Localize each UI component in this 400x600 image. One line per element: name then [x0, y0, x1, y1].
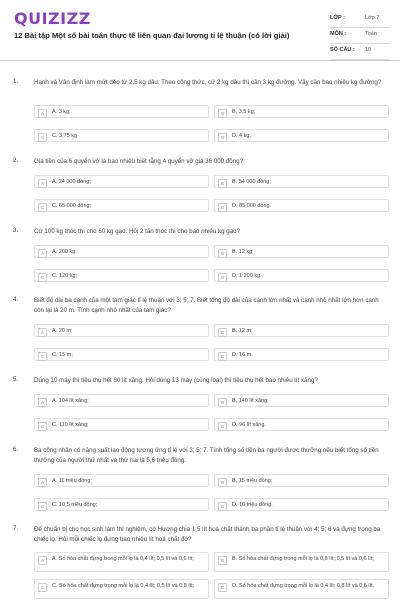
option-d[interactable]	[214, 418, 389, 431]
option-letter-d: D	[218, 502, 227, 511]
option-letter-c: C	[38, 502, 47, 511]
option-c[interactable]	[34, 418, 209, 431]
option-text: D. 16 m.	[232, 352, 253, 358]
option-letter-c: C	[38, 273, 47, 282]
option-letter-a: A	[38, 328, 47, 337]
option-text: A. 20 m;	[52, 328, 73, 334]
option-c[interactable]	[34, 199, 209, 212]
meta-row-grade	[330, 12, 390, 28]
option-letter-c: C	[38, 583, 47, 592]
option-letter-b: B	[218, 249, 227, 258]
question-text: Hạnh và Vân định làm mứt dẻo từ 2,5 kg dâu. Theo công thức, cứ 2 kg dâu thì cần 3 kg đường. Vậy cần bao nhiêu kg đường?	[34, 79, 382, 86]
option-text: D. 85 000 đồng.	[232, 203, 272, 209]
option-a[interactable]	[34, 324, 209, 337]
option-text: A. 3 kg;	[52, 109, 71, 115]
option-d[interactable]	[214, 498, 389, 511]
option-letter-d: D	[218, 273, 227, 282]
option-text: A. Số hóa chất đựng trong mỗi lọ là 0,4 lít; 0,5 lít và 0,6 lít;	[52, 556, 194, 562]
option-letter-a: A	[38, 398, 47, 407]
option-b[interactable]	[214, 105, 389, 118]
question-text: Giá tiền của 6 quyển vở là bao nhiêu biết rằng 4 quyển vở giá 36 000 đồng?	[34, 158, 244, 165]
option-letter-d: D	[218, 203, 227, 212]
meta-label-count: SỐ CÂU :	[330, 47, 355, 53]
meta-value-grade: Lớp 7	[365, 15, 380, 21]
question-number: 3.	[13, 227, 19, 234]
option-letter-d: D	[218, 422, 227, 431]
option-letter-a: A	[38, 478, 47, 487]
option-b[interactable]	[214, 324, 389, 337]
meta-row-subject	[330, 28, 390, 44]
option-text: B. 54 000 đồng;	[232, 179, 271, 185]
option-letter-b: B	[218, 179, 227, 188]
option-a[interactable]	[34, 552, 209, 572]
option-letter-a: A	[38, 179, 47, 188]
option-text: D. 1 200 kg.	[232, 273, 262, 279]
option-text: C. 15 m;	[52, 352, 73, 358]
option-letter-b: B	[218, 478, 227, 487]
option-c[interactable]	[34, 579, 209, 599]
option-text: D. Số hóa chất đựng trong mỗi lọ là 0,4 lít; 0,8 lít và 0,6 lít.	[232, 583, 375, 589]
worksheet-meta	[330, 12, 390, 60]
option-text: B. 12 kg;	[232, 249, 254, 255]
option-d[interactable]	[214, 269, 389, 282]
option-a[interactable]	[34, 394, 209, 407]
option-b[interactable]	[214, 175, 389, 188]
option-a[interactable]	[34, 175, 209, 188]
option-letter-a: A	[38, 556, 47, 565]
worksheet-header	[0, 0, 400, 61]
meta-value-count: 10	[365, 47, 372, 53]
option-letter-d: D	[218, 133, 227, 142]
question-number: 7.	[13, 525, 19, 532]
meta-label-grade: LỚP :	[330, 15, 345, 21]
option-d[interactable]	[214, 129, 389, 142]
option-b[interactable]	[214, 394, 389, 407]
meta-label-subject: MÔN :	[330, 31, 347, 37]
option-text: A. 200 kg;	[52, 249, 77, 255]
option-b[interactable]	[214, 552, 389, 572]
quizizz-logo[interactable]: QUIZIZZ	[14, 9, 91, 28]
option-text: A. 104 lít xăng;	[52, 398, 89, 404]
question-number: 1.	[13, 78, 19, 85]
option-letter-a: A	[38, 109, 47, 118]
option-text: D. 96 lít xăng.	[232, 422, 266, 428]
option-text: C. 10,5 triệu đồng;	[52, 502, 98, 508]
meta-row-count	[330, 44, 390, 60]
question-text: Dùng 10 máy thì tiêu thụ hết 80 lít xăng. Hỏi dùng 13 máy (cùng loại) thì tiêu thụ hết bao nhiêu lít xăng?	[34, 377, 318, 384]
option-letter-b: B	[218, 328, 227, 337]
option-d[interactable]	[214, 199, 389, 212]
option-c[interactable]	[34, 348, 209, 361]
option-c[interactable]	[34, 129, 209, 142]
option-letter-c: C	[38, 352, 47, 361]
option-a[interactable]	[34, 474, 209, 487]
option-text: C. 120 kg;	[52, 273, 78, 279]
option-letter-d: D	[218, 352, 227, 361]
option-text: B. 15 triệu đồng;	[232, 478, 273, 484]
question-text: Ba công nhân có năng suất lao động tương ứng tỉ lệ với 3; 5; 7. Tính tổng số tiền ba người được thưởng nếu biết tổng số tiền thưởng của người thứ nhất và thứ hai là 5,6 triệu đồng.	[34, 447, 379, 464]
divider	[330, 59, 390, 60]
option-text: B. 12 m;	[232, 328, 253, 334]
question-text: Biết độ dài ba cạnh của một tam giác tỉ lệ thuận với 3; 5; 7. Biết tổng độ dài của cạnh lớn nhất và cạnh nhỏ nhất lớn hơn cạnh còn lại là 20 m. Tính cạnh nhỏ nhất của tam giác?	[34, 297, 379, 314]
option-text: D. 10 triệu đồng.	[232, 502, 273, 508]
option-letter-c: C	[38, 203, 47, 212]
option-letter-b: B	[218, 556, 227, 565]
option-a[interactable]	[34, 105, 209, 118]
option-d[interactable]	[214, 579, 389, 599]
option-letter-d: D	[218, 583, 227, 592]
option-text: C. 3,75 kg	[52, 133, 78, 139]
question-text: Để chuẩn bị cho học sinh làm thí nghiệm, cô Hương chia 1,5 lít hoá chất thành ba phần tỉ lệ thuận với 4; 5; 6 và đựng trong ba chiếc lọ. Hỏi mỗi chiếc lọ đựng bao nhiêu lít hoá chất đó?	[34, 526, 381, 543]
option-text: C. 110 lít xăng;	[52, 422, 89, 428]
option-b[interactable]	[214, 245, 389, 258]
option-text: A. 11 triệu đồng;	[52, 478, 92, 484]
option-a[interactable]	[34, 245, 209, 258]
option-text: C. 65 000 đồng;	[52, 203, 92, 209]
option-letter-b: B	[218, 398, 227, 407]
option-text: B. Số hóa chất đựng trong mỗi lọ là 0,8 lít; 0,5 lít và 0,6 lít;	[232, 556, 374, 562]
worksheet-title: 12 Bài tập Một số bài toán thực tế liên quan đại lượng tỉ lệ thuận (có lời giải)	[14, 31, 290, 40]
question-number: 6.	[13, 446, 19, 453]
option-text: B. 3,5 kg;	[232, 109, 256, 115]
option-c[interactable]	[34, 498, 209, 511]
option-text: A. 24 000 đồng;	[52, 179, 91, 185]
question-text: Cứ 100 kg thóc thì cho 60 kg gạo. Hỏi 2 tấn thóc thì cho bao nhiêu kg gạo?	[34, 228, 241, 235]
question-number: 5.	[13, 376, 19, 383]
meta-value-subject: Toán	[365, 31, 377, 37]
option-letter-a: A	[38, 249, 47, 258]
option-d[interactable]	[214, 348, 389, 361]
option-text: B. 140 lít xăng;	[232, 398, 269, 404]
option-letter-b: B	[218, 109, 227, 118]
option-text: D. 4 kg.	[232, 133, 251, 139]
question-number: 2.	[13, 157, 19, 164]
option-text: C. Số hóa chất đựng trong mỗi lọ là 0,4 lít; 0,5 lít và 0,8 lít;	[52, 583, 195, 589]
option-letter-c: C	[38, 133, 47, 142]
option-b[interactable]	[214, 474, 389, 487]
question-number: 4.	[13, 296, 19, 303]
option-letter-c: C	[38, 422, 47, 431]
option-c[interactable]	[34, 269, 209, 282]
